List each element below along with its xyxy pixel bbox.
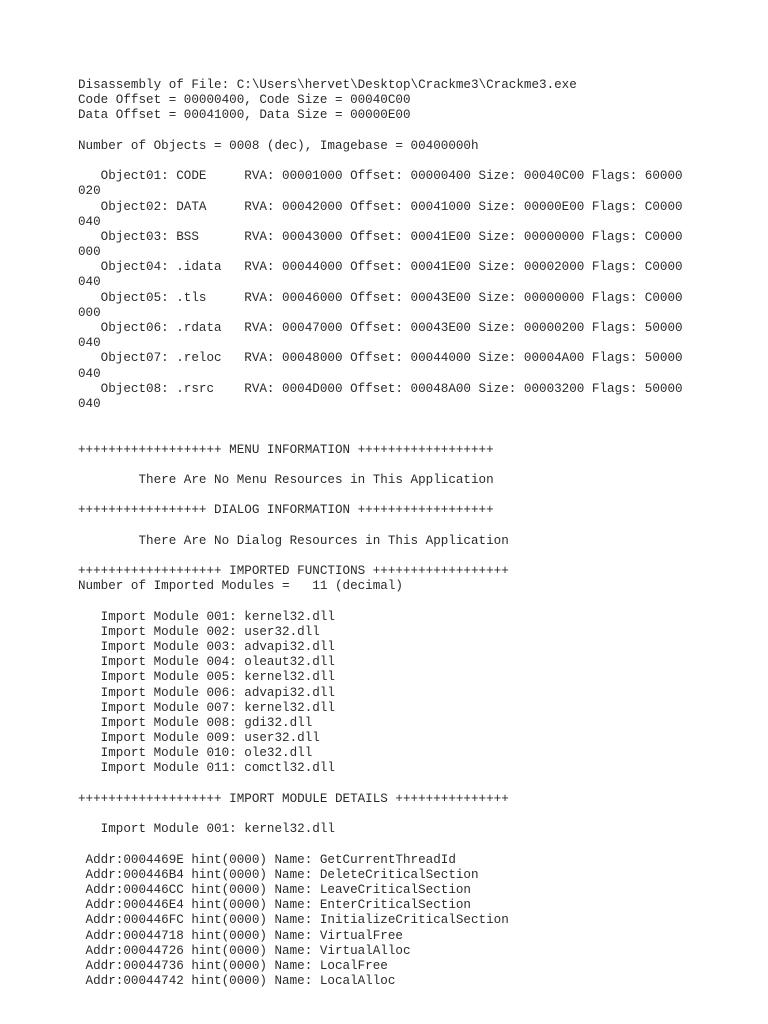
object-row: Object04: .idata RVA: 00044000 Offset: 00041E00 Size: 00002000 Flags: C0000 xyxy=(78,260,683,275)
object-row: Object06: .rdata RVA: 00047000 Offset: 00043E00 Size: 00000200 Flags: 50000 xyxy=(78,321,683,335)
list-item: Import Module 010: ole32.dll xyxy=(78,746,313,761)
object-row-wrap: 040 xyxy=(78,366,101,381)
list-item: Import Module 007: kernel32.dll xyxy=(78,700,335,715)
list-item: Import Module 008: gdi32.dll xyxy=(78,715,313,730)
code-offset-line: Code Offset = 00000400, Code Size = 00040C00 xyxy=(78,93,411,108)
import-details-heading: +++++++++++++++++++ IMPORT MODULE DETAILS +++++++++++++++ xyxy=(78,791,509,806)
import-module-list xyxy=(78,610,718,777)
object-row-wrap: 040 xyxy=(78,275,101,290)
import-details-module: Import Module 001: kernel32.dll xyxy=(78,822,335,837)
list-item: Import Module 006: advapi32.dll xyxy=(78,685,335,700)
menu-section-text: There Are No Menu Resources in This Application xyxy=(78,472,494,487)
list-item: Import Module 004: oleaut32.dll xyxy=(78,655,335,670)
imports-section-heading: +++++++++++++++++++ IMPORTED FUNCTIONS ++++++++++++++++++ xyxy=(78,564,509,579)
data-offset-line: Data Offset = 00041000, Data Size = 00000E00 xyxy=(78,108,411,123)
list-item: Import Module 001: kernel32.dll xyxy=(78,609,335,624)
list-item: Import Module 002: user32.dll xyxy=(78,624,320,639)
list-item: Import Module 003: advapi32.dll xyxy=(78,639,335,654)
object-row: Object01: CODE RVA: 00001000 Offset: 00000400 Size: 00040C00 Flags: 60000 xyxy=(78,169,683,184)
list-item: Addr:000446CC hint(0000) Name: LeaveCriticalSection xyxy=(78,882,471,897)
list-item: Import Module 005: kernel32.dll xyxy=(78,670,335,685)
list-item: Addr:00044718 hint(0000) Name: VirtualFree xyxy=(78,928,403,943)
object-row: Object02: DATA RVA: 00042000 Offset: 00041000 Size: 00000E00 Flags: C0000 xyxy=(78,199,683,214)
file-path-line: Disassembly of File: C:\Users\hervet\Desktop\Crackme3\Crackme3.exe xyxy=(78,78,577,92)
list-item: Addr:000446E4 hint(0000) Name: EnterCriticalSection xyxy=(78,898,471,913)
list-item: Addr:0004469E hint(0000) Name: GetCurrentThreadId xyxy=(78,852,456,867)
list-item: Addr:00044742 hint(0000) Name: LocalAlloc xyxy=(78,974,396,989)
list-item: Addr:00044736 hint(0000) Name: LocalFree xyxy=(78,958,388,973)
object-row: Object05: .tls RVA: 00046000 Offset: 00043E00 Size: 00000000 Flags: C0000 xyxy=(78,290,683,305)
menu-section-heading: +++++++++++++++++++ MENU INFORMATION ++++++++++++++++++ xyxy=(78,442,494,457)
list-item: Import Module 011: comctl32.dll xyxy=(78,761,335,776)
object-row: Object03: BSS RVA: 00043000 Offset: 00041E00 Size: 00000000 Flags: C0000 xyxy=(78,229,683,244)
list-item: Addr:00044726 hint(0000) Name: VirtualAlloc xyxy=(78,943,411,958)
object-row: Object07: .reloc RVA: 00048000 Offset: 00044000 Size: 00004A00 Flags: 50000 xyxy=(78,351,683,366)
object-row-wrap: 040 xyxy=(78,396,101,411)
object-row-wrap: 000 xyxy=(78,245,101,260)
list-item: Import Module 009: user32.dll xyxy=(78,731,320,746)
object-row-wrap: 000 xyxy=(78,305,101,320)
imported-module-count: Number of Imported Modules = 11 (decimal) xyxy=(78,579,403,594)
object-count-line: Number of Objects = 0008 (dec), Imagebase = 00400000h xyxy=(78,138,479,153)
list-item: Addr:000446FC hint(0000) Name: InitializeCriticalSection xyxy=(78,913,509,928)
object-row-wrap: 040 xyxy=(78,336,101,351)
dialog-section-text: There Are No Dialog Resources in This Application xyxy=(78,533,509,548)
object-row: Object08: .rsrc RVA: 0004D000 Offset: 00048A00 Size: 00003200 Flags: 50000 xyxy=(78,381,683,396)
object-row-wrap: 040 xyxy=(78,214,101,229)
object-row-wrap: 020 xyxy=(78,184,101,199)
import-function-list xyxy=(78,853,718,990)
dialog-section-heading: +++++++++++++++++ DIALOG INFORMATION ++++++++++++++++++ xyxy=(78,503,494,518)
object-table xyxy=(78,169,718,412)
disassembly-listing xyxy=(78,78,718,989)
list-item: Addr:000446B4 hint(0000) Name: DeleteCriticalSection xyxy=(78,867,479,882)
